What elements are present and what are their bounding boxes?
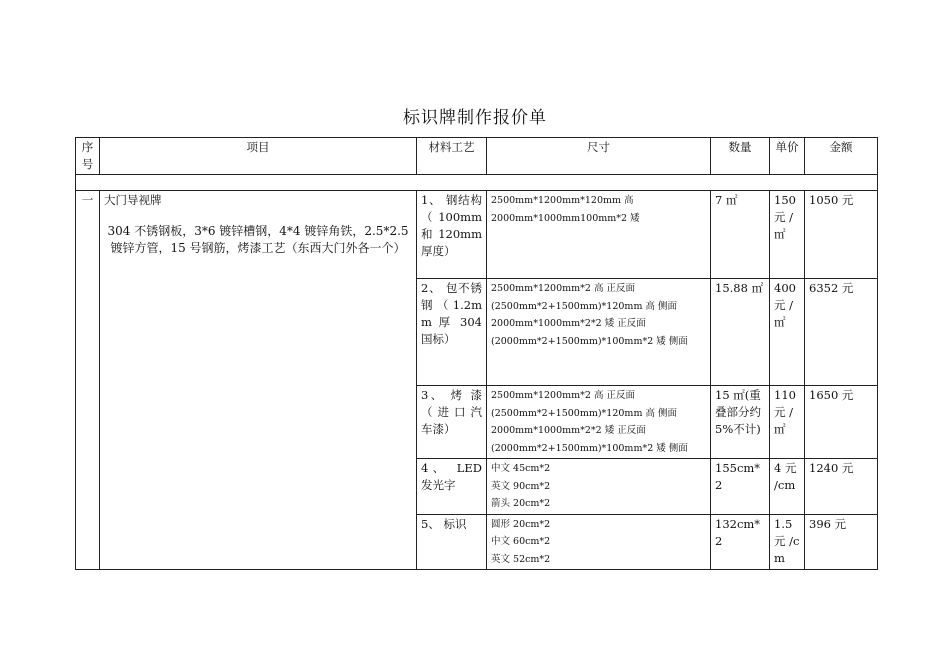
size-line: 箭头 20cm*2	[491, 498, 551, 509]
material-cell: 1、 钢结构（100mm 和 120mm 厚度）	[417, 191, 487, 279]
qty-cell: 155cm*2	[711, 459, 770, 515]
size-line: 英文 52cm*2	[491, 553, 551, 565]
size-line: 中文 45cm*2	[491, 463, 551, 474]
material-cell: 2、 包不锈钢（1.2mm 厚 304 国标）	[417, 279, 487, 386]
size-line: (2000mm*2+1500mm)*100mm*2 矮 侧面	[491, 442, 688, 454]
size-cell	[487, 386, 711, 459]
qty-cell: 132cm*2	[711, 514, 770, 570]
header-item: 项目	[100, 138, 417, 175]
spacer-row	[76, 175, 878, 191]
size-cell	[487, 514, 711, 570]
size-cell	[487, 459, 711, 515]
group-item-cell	[100, 191, 417, 570]
size-cell	[487, 191, 711, 279]
size-line: 2000mm*1000mm*2*2 矮 正反面	[491, 318, 646, 329]
amount-cell: 396 元	[805, 514, 878, 570]
page-title: 标识牌制作报价单	[403, 108, 547, 128]
unit-price-cell: 400 元 / ㎡	[770, 279, 805, 386]
amount-cell: 6352 元	[805, 279, 878, 386]
unit-price-cell: 110 元 / ㎡	[770, 386, 805, 459]
size-line: 2000mm*1000mm*2*2 矮 正反面	[491, 425, 646, 436]
amount-cell: 1050 元	[805, 191, 878, 279]
header-amount: 金额	[805, 138, 878, 175]
size-line: 圆形 20cm*2	[491, 518, 551, 530]
size-line: 2500mm*1200mm*120mm 高	[491, 195, 634, 206]
header-size: 尺寸	[487, 138, 711, 175]
header-seq: 序号	[76, 138, 100, 175]
header-material: 材料工艺	[417, 138, 487, 175]
size-line: (2500mm*2+1500mm)*120mm 高 侧面	[491, 407, 677, 419]
group-title: 大门导视牌	[104, 193, 162, 207]
group-description: 304 不锈钢板，3*6 镀锌槽钢，4*4 镀锌角铁，2.5*2.5 镀锌方管，15 号钢筋，烤漆工艺（东西大门外各一个）	[107, 224, 409, 255]
header-qty: 数量	[711, 138, 770, 175]
size-line: 2500mm*1200mm*2 高 正反面	[491, 390, 635, 401]
table-row	[76, 191, 878, 279]
header-row	[76, 138, 878, 175]
material-cell: 4、 LED 发光字	[417, 459, 487, 515]
qty-cell: 15.88 ㎡	[711, 279, 770, 386]
spacer-cell	[76, 175, 878, 191]
unit-price-cell: 150 元 / ㎡	[770, 191, 805, 279]
unit-price-cell: 4 元 /cm	[770, 459, 805, 515]
size-line: (2000mm*2+1500mm)*100mm*2 矮 侧面	[491, 335, 688, 347]
qty-cell: 7 ㎡	[711, 191, 770, 279]
material-cell: 3、 烤 漆（进口汽 车漆）	[417, 386, 487, 459]
size-cell	[487, 279, 711, 386]
size-line: (2500mm*2+1500mm)*120mm 高 侧面	[491, 300, 677, 312]
amount-cell: 1650 元	[805, 386, 878, 459]
material-cell: 5、 标识	[417, 514, 487, 570]
size-line: 2000mm*1000mm100mm*2 矮	[491, 212, 640, 224]
unit-price-cell: 1.5 元 /cm	[770, 514, 805, 570]
qty-cell: 15 ㎡(重叠部分约 5%不计)	[711, 386, 770, 459]
size-line: 2500mm*1200mm*2 高 正反面	[491, 283, 635, 294]
header-unit-price: 单价	[770, 138, 805, 175]
size-line: 中文 60cm*2	[491, 536, 551, 547]
amount-cell: 1240 元	[805, 459, 878, 515]
quotation-table	[75, 137, 878, 570]
size-line: 英文 90cm*2	[491, 480, 551, 492]
group-seq: 一	[76, 191, 100, 570]
